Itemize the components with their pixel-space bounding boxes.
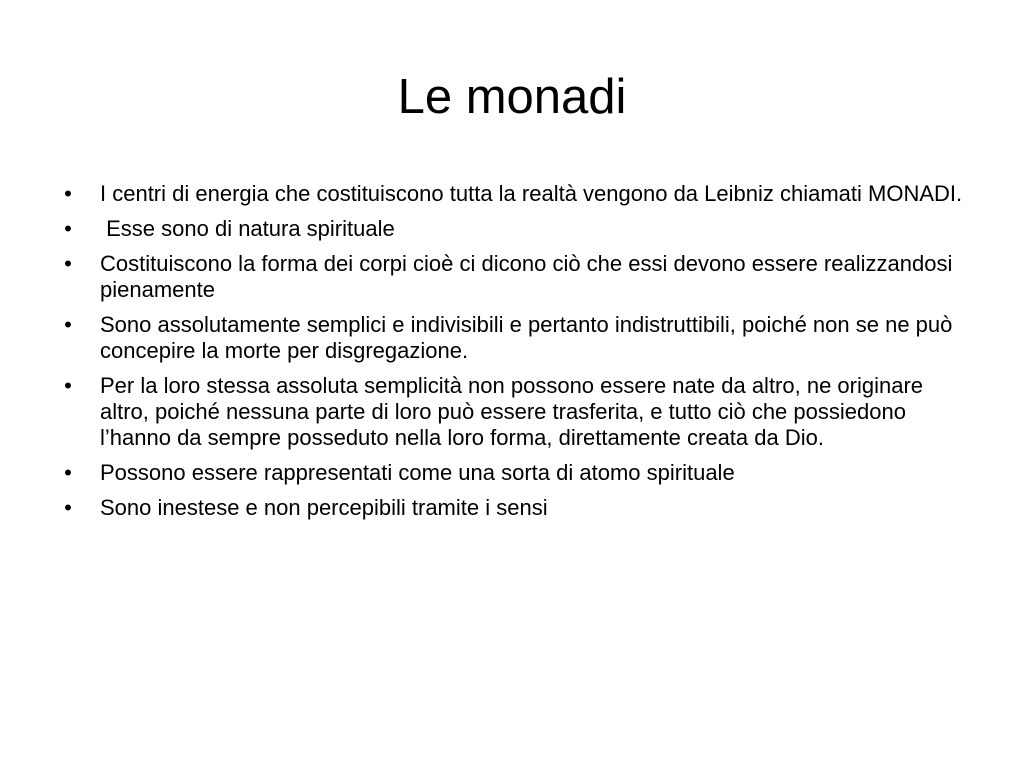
- bullet-text: Esse sono di natura spirituale: [100, 216, 395, 241]
- bullet-text: Possono essere rappresentati come una sorta di atomo spirituale: [100, 460, 735, 485]
- bullet-item: [64, 181, 970, 207]
- bullet-text: Sono assolutamente semplici e indivisibili e pertanto indistruttibili, poiché non se ne può concepire la morte per disgregazione.: [100, 312, 953, 363]
- bullet-list: [64, 181, 970, 530]
- bullet-icon: •: [64, 251, 72, 276]
- bullet-item: [64, 312, 970, 364]
- bullet-icon: •: [64, 216, 72, 241]
- bullet-item: [64, 460, 970, 486]
- bullet-icon: •: [64, 312, 72, 337]
- bullet-text: Sono inestese e non percepibili tramite i sensi: [100, 495, 548, 520]
- bullet-icon: •: [64, 181, 72, 206]
- bullet-item: [64, 216, 970, 242]
- bullet-icon: •: [64, 373, 72, 398]
- bullet-item: [64, 495, 970, 521]
- bullet-text: Costituiscono la forma dei corpi cioè ci dicono ciò che essi devono essere realizzandosi pienamente: [100, 251, 953, 302]
- bullet-text: Per la loro stessa assoluta semplicità non possono essere nate da altro, ne originare altro, poiché nessuna parte di loro può essere trasferita, e tutto ciò che possiedono l’hanno da sempre posseduto nella loro forma, direttamente creata da Dio.: [100, 373, 924, 450]
- bullet-icon: •: [64, 495, 72, 520]
- bullet-item: [64, 251, 970, 303]
- bullet-text: I centri di energia che costituiscono tutta la realtà vengono da Leibniz chiamati MONADI.: [100, 181, 963, 206]
- bullet-icon: •: [64, 460, 72, 485]
- slide-title: Le monadi: [397, 70, 627, 124]
- bullet-item: [64, 373, 970, 451]
